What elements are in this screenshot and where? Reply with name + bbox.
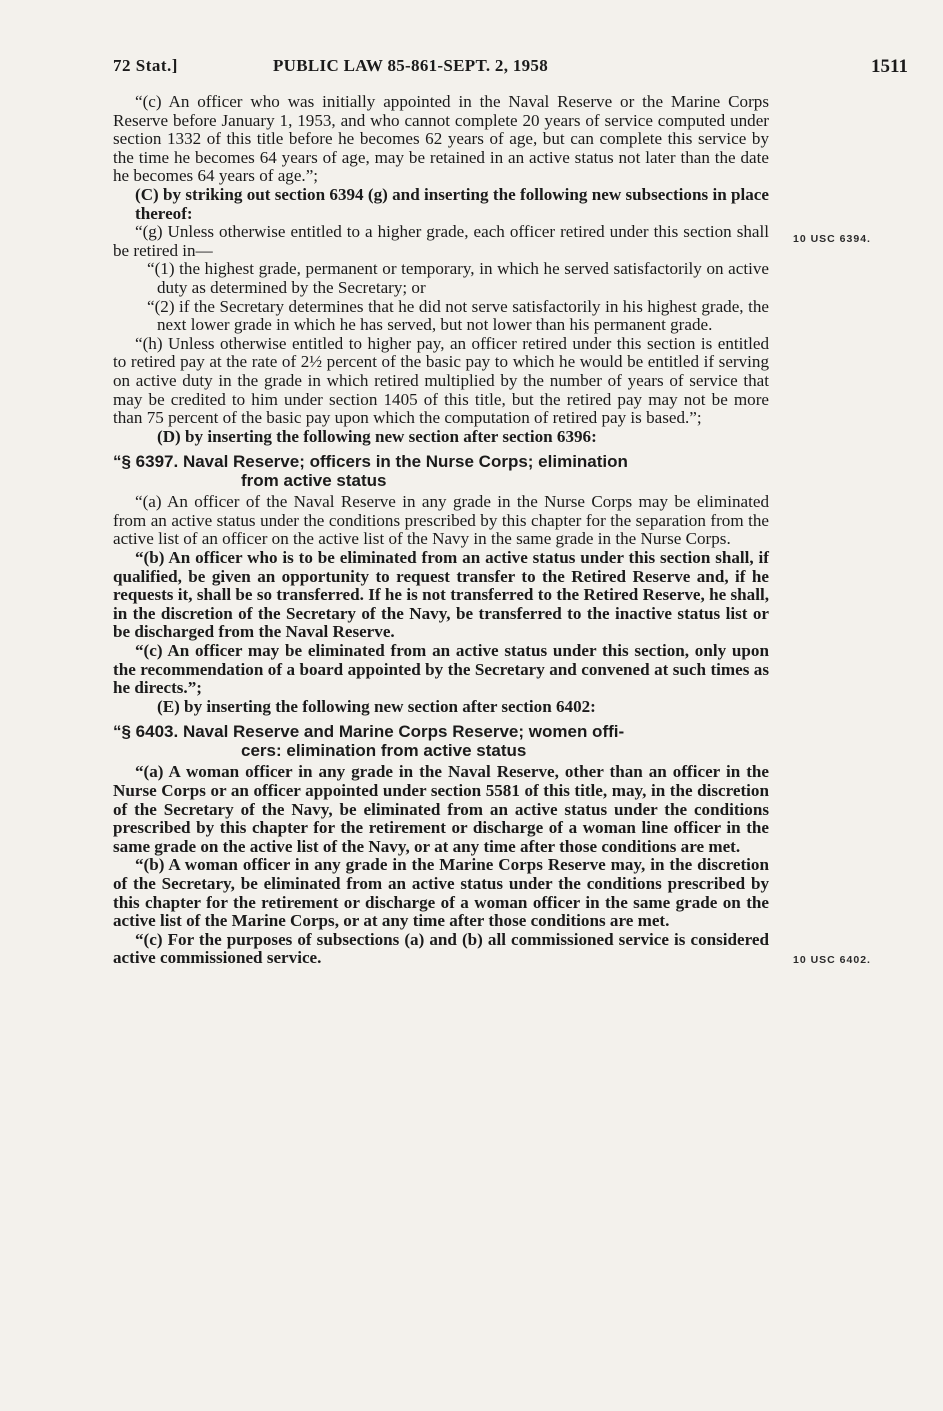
margin-note-6402: 10 USC 6402. [793,954,871,966]
paragraph-6397-c: “(c) An officer may be eliminated from an active status under this section, only upon the recommendation of a board appointed by the Secretary and convened at such times as he directs.”; [113,641,769,698]
paragraph-6397-b: “(b) An officer who is to be eliminated from an active status under this section shall, if qualified, be given an opportunity to request transfer to the Retired Reserve and, if he requests it, shall be so transferred. If he is not transferred to the Retired Reserve, he shall, in the discretion of the Secretary of the Navy, be transferred to the inactive status list or be discharged from the Naval Reserve. [113,548,769,642]
page-header [113,56,908,82]
amendment-e: (E) by inserting the following new section after section 6402: [157,696,596,716]
section-heading-6403-line2: cers: elimination from active status [241,741,527,761]
paragraph-6403-c: “(c) For the purposes of subsections (a) and (b) all commissioned service is considered active commissioned service. [113,929,769,968]
section-heading-6403-line1: “§ 6403. Naval Reserve and Marine Corps Reserve; women offi- [113,722,625,742]
margin-note-6394: 10 USC 6394. [793,233,871,245]
paragraph-6403-b: “(b) A woman officer in any grade in the Marine Corps Reserve may, in the discretion of the Secretary, be eliminated from an active status under the conditions prescribed by this chapter for the retirement or discharge of a woman officer in the same grade on the active list of the Marine Corps, or at any time after those conditions are met. [113,855,769,931]
amendment-d: (D) by inserting the following new section after section 6396: [157,426,597,446]
clause-g-2: “(2) if the Secretary determines that he did not serve satisfactorily in his highest grade, the next lower grade in which he has served, but not lower than his permanent grade. [147,296,769,335]
amendment-c: (C) by striking out section 6394 (g) and inserting the following new subsections in place thereof: [135,184,769,223]
running-title: PUBLIC LAW 85-861-SEPT. 2, 1958 [273,56,549,75]
page-number: 1511 [871,56,908,77]
section-heading-6403 [113,722,769,760]
paragraph-6397-a: “(a) An officer of the Naval Reserve in any grade in the Nurse Corps may be eliminated from an active status under the conditions prescribed by this chapter for the separation from the active list of an officer on the active list of the Navy in the same grade in the Nurse Corps. [113,492,769,549]
paragraph-h: “(h) Unless otherwise entitled to higher pay, an officer retired under this section is entitled to retired pay at the rate of 2½ percent of the basic pay to which he would be entitled if serving on active duty in the grade in which retired multiplied by the number of years of service that may be credited to him under section 1405 of this title, but the retired pay may not be more than 75 percent of the basic pay upon which the computation of retired pay is based.”; [113,333,769,428]
statute-reference: 72 Stat.] [113,56,178,75]
clause-g-1: “(1) the highest grade, permanent or temporary, in which he served satisfactorily on active duty as determined by the Secretary; or [147,259,769,297]
paragraph-6403-a: “(a) A woman officer in any grade in the Naval Reserve, other than an officer in the Nurse Corps or an officer appointed under section 5581 of this title, may, in the discretion of the Secretary of the Navy, be eliminated from an active status under the conditions prescribed by this chapter for the retirement or discharge of a woman line officer in the same grade on the active list of the Navy, or at any time after those conditions are met. [113,762,769,856]
document-body [113,93,769,968]
paragraph-c-retention: “(c) An officer who was initially appointed in the Naval Reserve or the Marine Corps Reserve before January 1, 1953, and who cannot complete 20 years of service computed under section 1332 of this title before he becomes 62 years of age, but can complete this service by the time he becomes 64 years of age, may be retained in an active status not later than the date he becomes 64 years of age.”; [113,92,769,186]
section-heading-6397 [113,452,769,490]
section-heading-6397-line1: “§ 6397. Naval Reserve; officers in the Nurse Corps; elimination [113,452,628,472]
section-heading-6397-line2: from active status [241,471,387,491]
paragraph-g: “(g) Unless otherwise entitled to a higher grade, each officer retired under this section shall be retired in— [113,222,769,260]
